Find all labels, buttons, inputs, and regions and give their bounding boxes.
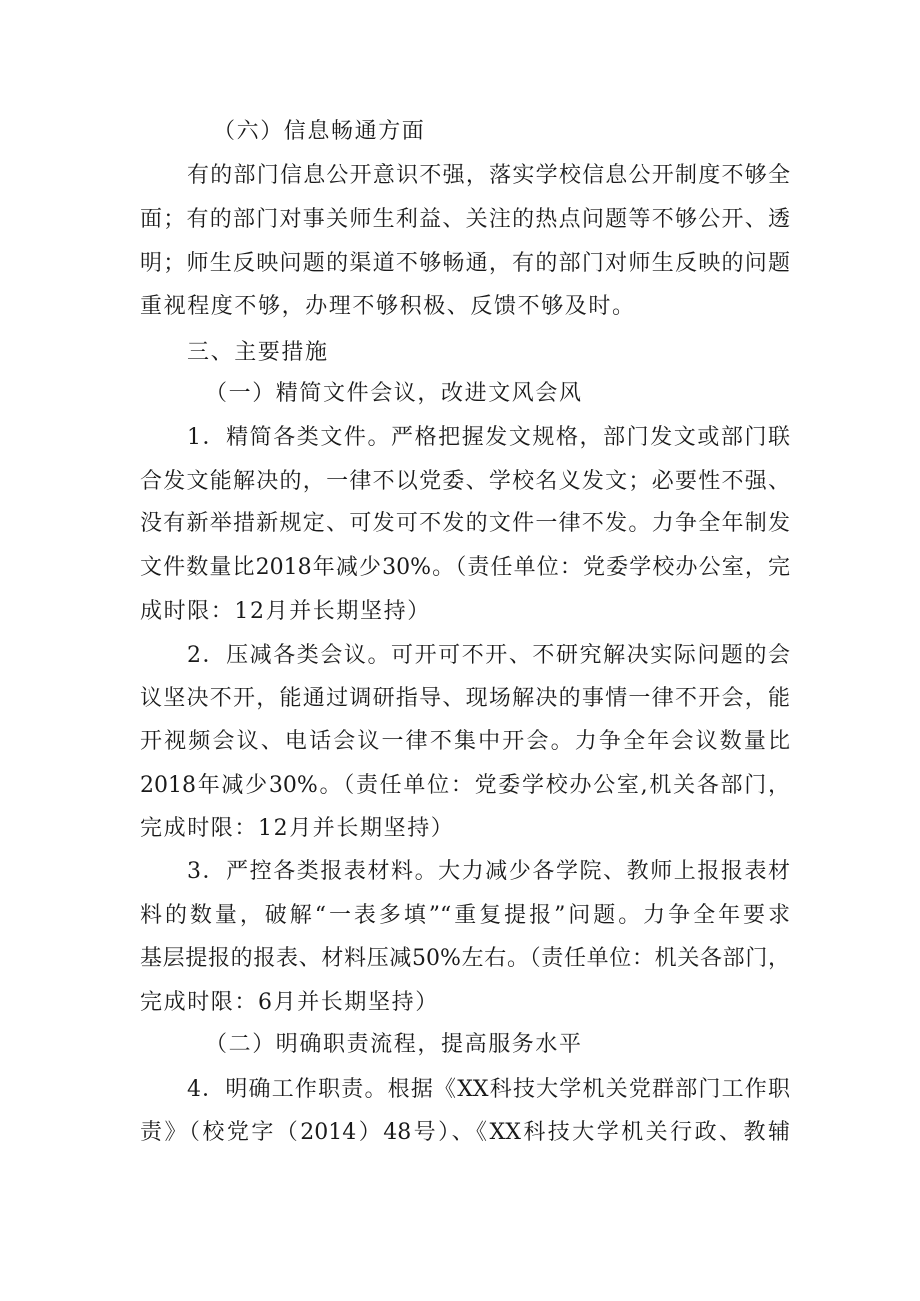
paragraph-line: 议坚决不开，能通过调研指导、现场解决的事情一律不开会，能 [140, 686, 790, 711]
paragraph-line: 4．明确工作职责。根据《XX科技大学机关党群部门工作职 [187, 1077, 790, 1102]
section-heading-main-measures: 三、主要措施 [187, 340, 329, 365]
section-heading-info-flow: （六）信息畅通方面 [213, 119, 426, 144]
paragraph-line: 2．压减各类会议。可开可不开、不研究解决实际问题的会 [187, 643, 790, 668]
paragraph-line: 合发文能解决的，一律不以党委、学校名义发文；必要性不强、 [140, 469, 790, 494]
paragraph-line: 有的部门信息公开意识不强，落实学校信息公开制度不够全 [187, 163, 790, 188]
paragraph-line: 1．精简各类文件。严格把握发文规格，部门发文或部门联 [187, 425, 790, 450]
paragraph-line: 重视程度不够，办理不够积极、反馈不够及时。 [140, 294, 636, 319]
paragraph-line: 3．严控各类报表材料。大力减少各学院、教师上报报表材 [187, 859, 790, 884]
subsection-heading-responsibilities: （二）明确职责流程，提高服务水平 [205, 1032, 583, 1057]
paragraph-line: 没有新举措新规定、可发可不发的文件一律不发。力争全年制发 [140, 511, 790, 536]
paragraph-line: 料的数量，破解“一表多填”“重复提报”问题。力争全年要求 [140, 903, 790, 928]
paragraph-line: 明；师生反映问题的渠道不够畅通，有的部门对师生反映的问题 [140, 251, 790, 276]
paragraph-line: 开视频会议、电话会议一律不集中开会。力争全年会议数量比 [140, 729, 790, 754]
subsection-heading-streamline: （一）精简文件会议，改进文风会风 [205, 381, 583, 406]
paragraph-line: 面；有的部门对事关师生利益、关注的热点问题等不够公开、透 [140, 207, 790, 232]
paragraph-line: 完成时限：6月并长期坚持） [140, 990, 439, 1015]
paragraph-line: 基层提报的报表、材料压减50%左右。（责任单位：机关各部门， [140, 946, 790, 971]
paragraph-line: 责》（校党字（2014）48号）、《XX科技大学机关行政、教辅 [140, 1120, 790, 1145]
paragraph-line: 2018年减少30%。（责任单位：党委学校办公室,机关各部门， [140, 773, 790, 798]
paragraph-line: 文件数量比2018年减少30%。（责任单位：党委学校办公室，完 [140, 555, 790, 580]
paragraph-line: 成时限：12月并长期坚持） [140, 599, 431, 624]
paragraph-line: 完成时限：12月并长期坚持） [140, 816, 455, 841]
